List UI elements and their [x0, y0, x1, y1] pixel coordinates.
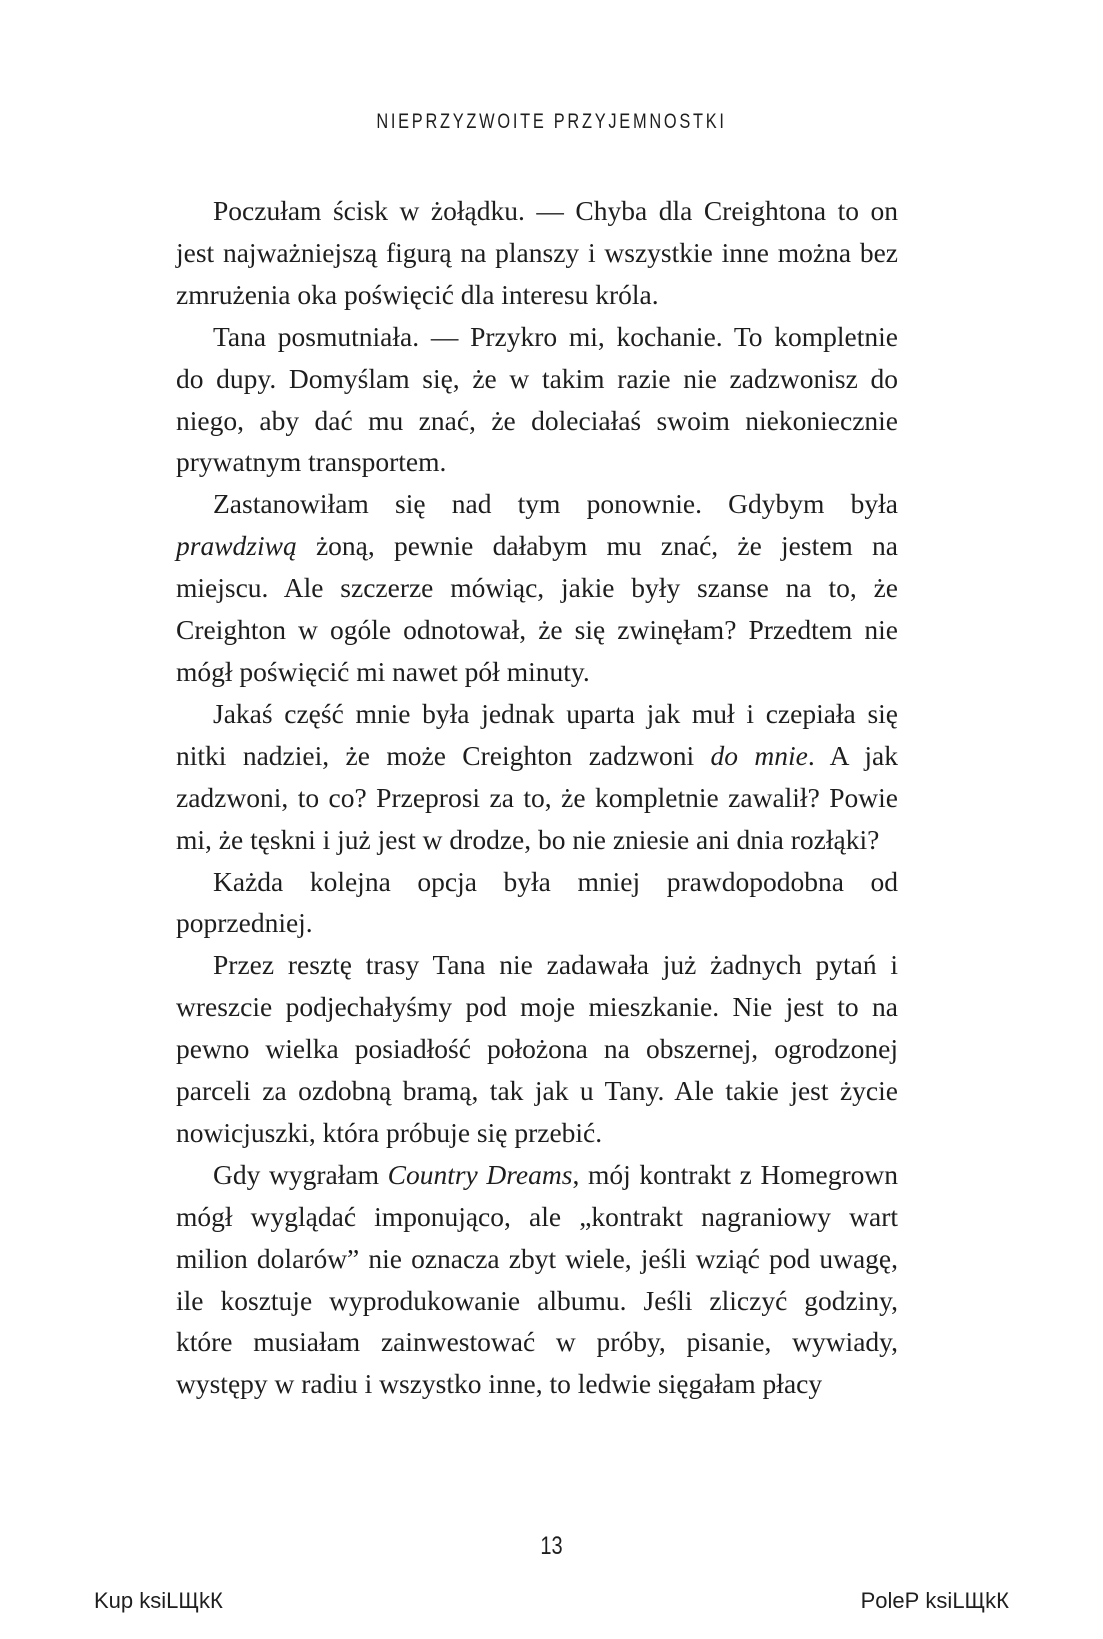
paragraph-text: żoną, pewnie dałabym mu znać, że jestem na miejscu. Ale szczerze mówiąc, jakie były szanse na to, że Creighton w ogóle odnotował, że się zwinęłam? Przedtem nie mógł poświęcić mi nawet pół minuty. [176, 530, 898, 687]
paragraph [176, 190, 898, 316]
paragraph-text: Każda kolejna opcja była mniej prawdopodobna od poprzedniej. [176, 865, 898, 939]
paragraph-text: , mój kontrakt z Homegrown mógł wyglądać imponująco, ale „kontrakt nagraniowy wart milion dolarów” nie oznacza zbyt wiele, jeśli wziąć pod uwagę, ile kosztuje wyprodukowanie albumu. Jeśli zliczyć godziny, które musiałam zainwestować w próby, pisanie, wywiady, występy w radiu i wszystko inne, to ledwie sięgałam płacy [176, 1158, 898, 1400]
paragraph [176, 693, 898, 861]
emphasis-text: prawdziwą [176, 530, 297, 562]
paragraph-text: Jakaś część mnie była jednak uparta jak muł i czepiała się nitki nadziei, że może Creighton zadzwoni [176, 697, 898, 771]
paragraph-text: Poczułam ścisk w żołądku. — Chyba dla Creightona to on jest najważniejszą figurą na planszy i wszystkie inne można bez zmrużenia oka poświęcić dla interesu króla. [176, 195, 898, 310]
paragraph [176, 316, 898, 484]
body-text [176, 190, 898, 1405]
recommend-book-link[interactable]: PoleР ksiLЩkК [860, 1588, 1009, 1613]
paragraph-text: . A jak zadzwoni, to co? Przeprosi za to, że kompletnie zawalił? Powie mi, że tęskni i już jest w drodze, bo nie zniesie ani dnia rozłąki? [176, 739, 898, 855]
running-header-title: NIEPRZYZWOITE PRZYJEMNOSTKI [376, 110, 727, 133]
emphasis-text: Country Dreams [387, 1158, 573, 1190]
paragraph [176, 483, 898, 693]
paragraph [176, 1154, 898, 1405]
paragraph-text: Zastanowiłam się nad tym ponownie. Gdybym była [213, 488, 898, 520]
paragraph [176, 944, 898, 1154]
buy-book-link[interactable]: Kup ksiLЩkК [94, 1588, 223, 1613]
paragraph-text: Tana posmutniała. — Przykro mi, kochanie. To kompletnie do dupy. Domyślam się, że w takim razie nie zadzwonisz do niego, aby dać mu znać, że doleciałaś swoim niekoniecznie prywatnym transportem. [176, 320, 898, 478]
paragraph [176, 861, 898, 945]
paragraph-text: Przez resztę trasy Tana nie zadawała już żadnych pytań i wreszcie podjechałyśmy pod moje mieszkanie. Nie jest to na pewno wielka posiadłość położona na obszernej, ogrodzonej parceli za ozdobną bramą, tak jak u Tany. Ale takie jest życie nowicjuszki, która próbuje się przebić. [176, 949, 898, 1148]
emphasis-text: do mnie [710, 739, 808, 771]
page-number: 13 [540, 1532, 563, 1560]
paragraph-text: Gdy wygrałam [213, 1158, 388, 1190]
